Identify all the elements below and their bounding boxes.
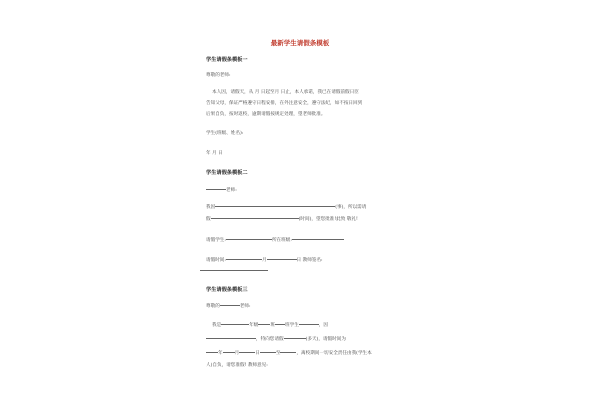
section-2-line-2-suffix: (时间)，望您批准!此致 敬礼! (298, 217, 358, 222)
section-2-line-4 (206, 259, 323, 264)
section-1-body-line-2: 告知父母，保证严格遵守日程安排，在外注意安全，遵守法纪，如不按日回到 (206, 101, 363, 106)
section-2-line-4-prefix: 请假时间: (206, 258, 226, 263)
blank-line (211, 218, 299, 219)
section-2-heading: 学生请假条模板二 (206, 170, 248, 176)
section-2-line-1-suffix: (事)，所以需请 (335, 205, 367, 210)
section-3-line-1-d: 班学生 (285, 323, 299, 328)
section-3-line-3-c: 日 (255, 351, 260, 356)
section-2-signature-line (200, 270, 268, 275)
section-3-line-2-b: (多天)，请假时间为 (305, 337, 346, 342)
section-3-line-1 (212, 324, 328, 329)
section-3-line-3-d: 至 (275, 351, 281, 356)
blank-line (206, 189, 226, 190)
section-3-line-3 (206, 352, 372, 357)
section-2-line-3-mid: 所在班级: (271, 238, 292, 243)
section-1-body-line-3: 后果自负，按时返校，逾期请假按规定处理，望老师批准。 (206, 112, 326, 117)
blank-line (206, 352, 218, 353)
blank-line (280, 352, 296, 353)
section-2-line-3-prefix: 请假学生: (206, 238, 226, 243)
section-3-line-1-b: 年级 (249, 323, 259, 328)
blank-line (275, 324, 285, 325)
section-2-line-4-suffix: 日 教师签名: (296, 258, 323, 263)
section-1-body-line-1: 本人因，请假天，从 月 日起至月 日止，本人承诺，我已在请假前假日臣 (212, 90, 359, 95)
section-2-line-2 (206, 218, 358, 223)
blank-line (226, 259, 262, 260)
section-2-line-2-prefix: 假 (206, 217, 211, 222)
section-3-line-2 (206, 338, 346, 343)
section-3-salutation-prefix: 尊敬的 (206, 304, 220, 309)
section-2-line-1 (206, 206, 366, 211)
section-3-line-2-a: ，特向您请假 (256, 337, 284, 342)
blank-line (260, 352, 276, 353)
blank-line (223, 352, 235, 353)
section-1-heading: 学生请假条模板一 (206, 57, 248, 63)
section-3-line-1-e: ，因 (318, 323, 329, 328)
section-2-line-1-prefix: 我因 (206, 205, 216, 210)
section-2-line-4-mid: 月 (261, 258, 267, 263)
section-3-line-3-e: ，离校期间一切安全责任由我(学生本 (296, 351, 372, 356)
document-title: 最新学生请假条模板 (270, 39, 330, 47)
blank-line (215, 206, 335, 207)
section-3-heading: 学生请假条模板三 (206, 287, 248, 293)
blank-line (206, 338, 256, 339)
section-3-line-1-a: 我是 (212, 323, 222, 328)
section-3-line-1-c: 班 (270, 323, 276, 328)
document-page (190, 28, 410, 388)
section-3-line-3-b: 月 (234, 351, 240, 356)
blank-line (220, 305, 240, 306)
blank-line (284, 338, 306, 339)
section-2-teacher-suffix: 老师: (226, 188, 237, 193)
section-2-teacher-line (206, 189, 237, 194)
blank-line (292, 239, 344, 240)
blank-line (267, 259, 297, 260)
section-3-salutation (206, 305, 251, 310)
section-1-salutation: 尊敬的老师: (206, 73, 231, 78)
blank-line (226, 239, 272, 240)
section-3-line-3-a: 年 (218, 351, 223, 356)
section-2-line-3 (206, 239, 344, 244)
section-1-date: 年 月 日 (206, 151, 223, 156)
section-1-signature: 学生(班级、姓名): (206, 131, 244, 136)
blank-line (221, 324, 249, 325)
section-3-line-4: 人)自负，请您准假! 教师意见: (206, 363, 268, 368)
blank-line (258, 324, 270, 325)
blank-line (239, 352, 255, 353)
blank-line (299, 324, 319, 325)
blank-line (200, 270, 268, 271)
section-3-salutation-suffix: 老师: (239, 304, 251, 309)
